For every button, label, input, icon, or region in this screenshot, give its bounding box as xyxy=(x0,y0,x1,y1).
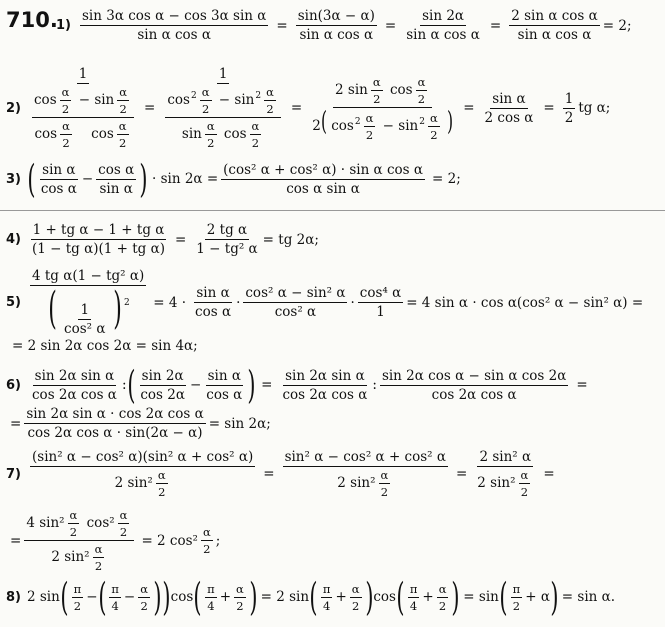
fraction: (sin² α − cos² α)(sin² α + cos² α) 2 sin² $\frac{\alpha}{2}$ xyxy=(32,449,254,499)
fraction: 2 sin $\frac{\alpha}{2}$ cos $\frac{\alpha}{2}$ 2( $\cos^2$ $\frac{\alpha}{2}$ − $\sin^2$ $\frac{\alpha}{2}$ ) xyxy=(312,74,454,142)
fraction: $\frac{\text{sin 2α sin α}}{\text{cos 2α cos α}}$ xyxy=(32,367,117,403)
item-6: 6) $\frac{\text{sin 2α sin α}}{\text{cos 2α cos α}}$ : ( $\frac{\sin 2\alpha}{\cos 2\alpha}$ − $\frac{\text{sin α}}{\text{cos α}}$ ) = $\frac{\text{sin 2α sin α}}{\text{cos 2α cos α}}$ : $\frac{\text{sin 2α cos α − sin α cos 2α}}{\text{cos 2α cos α}}$ = xyxy=(6,363,588,407)
fraction: $\frac{\text{sin α}}{\text{cos α}}$ xyxy=(195,285,232,320)
item-1: 1) $\frac{\text{sin 3α cos α − cos 3α sin α}}{\text{sin α cos α}}$ = $\frac{\sin(3\alpha - \alpha)}{\text{sin α cos α}}$ = $\frac{\sin 2\alpha}{\text{sin α cos α}}$ = $\frac{\text{2 sin α cos α}}{\text{sin α cos α}}$ = 2; xyxy=(56,8,632,43)
fraction: $\frac{\text{1 + tg α − 1 + tg α}}{\text{(1 − tg α)(1 + tg α)}}$ xyxy=(32,222,165,257)
item-label: 6) xyxy=(6,377,21,393)
fraction: $\frac{\sin 2\alpha}{\text{sin α cos α}}$ xyxy=(406,8,480,43)
fraction: $\frac{\text{sin 2α cos α − sin α cos 2α}}{\text{cos 2α cos α}}$ xyxy=(381,367,567,403)
fraction: $\frac{\text{sin α}}{\text{cos α}}$ xyxy=(40,161,77,197)
item-label: 3) xyxy=(6,171,21,187)
item-label: 1) xyxy=(56,18,71,33)
fraction: $\frac{\text{cos α}}{\text{sin α}}$ xyxy=(98,161,135,197)
fraction: $\frac{1}{2}$ xyxy=(564,90,574,126)
item-4: 4) $\frac{\text{1 + tg α − 1 + tg α}}{\text{(1 − tg α)(1 + tg α)}}$ = $\frac{\text{2 tg α}}{\text{1 − tg² α}}$ = tg 2α; xyxy=(6,222,319,257)
divider xyxy=(0,210,665,211)
fraction: $\frac{\text{2 tg α}}{\text{1 − tg² α}}$ xyxy=(196,222,258,257)
item-2: 2) 1 cos $\frac{\alpha}{2}$ − sin $\frac{\alpha}{2}$ cos $\frac{\alpha}{2}$ cos $\frac{\alpha}{2}$ = 1 $\cos^2$ $\frac{\alpha}{2}$ − $\sin^2$ $\frac{\alpha}{2}$ sin $\frac{\alpha}{2}$ cos $\frac{\alpha}{2}$ = 2 sin $\frac{\alpha}{2}$ cos $\frac{\alpha}{2}$ 2( $\cos^2$ $\frac{\alpha}{2}$ − $\sin^2$ $\frac{\alpha}{2}$ ) = $\frac{\text{sin α}}{\text{2 cos α}}$ = $\frac{1}{2}$ tg α; xyxy=(6,66,611,150)
item-label: 8) xyxy=(6,589,21,605)
fraction: $\frac{\text{sin 2α sin α}}{\text{cos 2α cos α}}$ xyxy=(282,367,368,403)
fraction: $\frac{\sin(3\alpha - \alpha)}{\text{sin α cos α}}$ xyxy=(297,8,375,43)
item-label: 7) xyxy=(6,466,21,482)
item-3: 3) ( $\frac{\text{sin α}}{\text{cos α}}$ − $\frac{\text{cos α}}{\text{sin α}}$ ) · sin 2α = $\frac{\text{(cos² α + cos² α) · sin α cos α}}{\text{cos α sin α}}$ = 2; xyxy=(6,157,461,201)
item-label: 2) xyxy=(6,100,21,116)
fraction: sin² α − cos² α + cos² α 2 sin² $\frac{\alpha}{2}$ xyxy=(284,449,446,499)
fraction: $\frac{\text{cos² α − sin² α}}{\text{cos² α}}$ xyxy=(245,285,346,320)
fraction: $\frac{\text{sin 2α sin α · cos 2α cos α}}{\text{cos 2α cos α · sin(2α − α)}}$ xyxy=(26,406,204,441)
fraction: 2 sin² α 2 sin² $\frac{\alpha}{2}$ xyxy=(477,449,532,499)
item-label: 4) xyxy=(6,232,21,247)
fraction: $\frac{\text{(cos² α + cos² α) · sin α cos α}}{\text{cos α sin α}}$ xyxy=(223,161,423,197)
exercise-number: 710. xyxy=(6,8,58,32)
fraction: $\frac{\sin 2\alpha}{\cos 2\alpha}$ xyxy=(140,367,185,403)
item-5: 5) 4 tg α(1 − tg² α) ( $\frac{1}{\text{cos² α}}$ ) $^2$ = 4 · $\frac{\text{sin α}}{\text{cos α}}$ · $\frac{\text{cos² α − sin² α}}{\text{cos² α}}$ · $\frac{\text{cos⁴ α}}{1}$ = 4 sin α · cos α(cos² α − sin² α) = xyxy=(6,268,644,337)
item-7-continued: = 4 sin² $\frac{\alpha}{2}$ cos² $\frac{\alpha}{2}$ 2 sin² $\frac{\alpha}{2}$ = 2 cos² $\frac{\alpha}{2}$ ; xyxy=(10,508,221,573)
item-7: 7) (sin² α − cos² α)(sin² α + cos² α) 2 sin² $\frac{\alpha}{2}$ = sin² α − cos² α + cos² α 2 sin² $\frac{\alpha}{2}$ = 2 sin² α 2 sin² $\frac{\alpha}{2}$ = xyxy=(6,449,555,499)
item-5-continued: = 2 sin 2α cos 2α = sin 4α; xyxy=(12,338,198,354)
fraction: 1 cos $\frac{\alpha}{2}$ − sin $\frac{\alpha}{2}$ cos $\frac{\alpha}{2}$ cos $\frac{\alpha}{2}$ xyxy=(30,66,136,150)
fraction: 4 tg α(1 − tg² α) ( $\frac{1}{\text{cos² α}}$ ) $^2$ xyxy=(32,268,145,337)
fraction: 1 $\cos^2$ $\frac{\alpha}{2}$ − $\sin^2$ $\frac{\alpha}{2}$ sin $\frac{\alpha}{2}$ cos $\frac{\alpha}{2}$ xyxy=(163,66,283,150)
fraction: $\frac{\text{sin α}}{\text{2 cos α}}$ xyxy=(484,90,534,126)
fraction: 4 sin² $\frac{\alpha}{2}$ cos² $\frac{\alpha}{2}$ 2 sin² $\frac{\alpha}{2}$ xyxy=(24,508,134,573)
item-label: 5) xyxy=(6,295,21,310)
fraction: $\frac{\text{sin 3α cos α − cos 3α sin α}}{\text{sin α cos α}}$ xyxy=(82,8,267,43)
fraction: $\frac{\text{cos⁴ α}}{1}$ xyxy=(359,285,402,320)
item-6-continued: = $\frac{\text{sin 2α sin α · cos 2α cos α}}{\text{cos 2α cos α · sin(2α − α)}}$ = sin 2α; xyxy=(10,406,271,441)
item-8: 8) 2 sin ( $\frac{\pi}{2}$ − ( $\frac{\pi}{4}$ − $\frac{\alpha}{2}$ ) ) cos ( $\frac{\pi}{4}$ + $\frac{\alpha}{2}$ ) = 2 sin ( $\frac{\pi}{4}$ + $\frac{\alpha}{2}$ ) cos ( $\frac{\pi}{4}$ + $\frac{\alpha}{2}$ ) = sin ( $\frac{\pi}{2}$ + α ) = sin α. xyxy=(6,575,616,619)
fraction: $\frac{\text{sin α}}{\text{cos α}}$ xyxy=(206,367,243,403)
fraction: $\frac{\text{2 sin α cos α}}{\text{sin α cos α}}$ xyxy=(511,8,598,43)
